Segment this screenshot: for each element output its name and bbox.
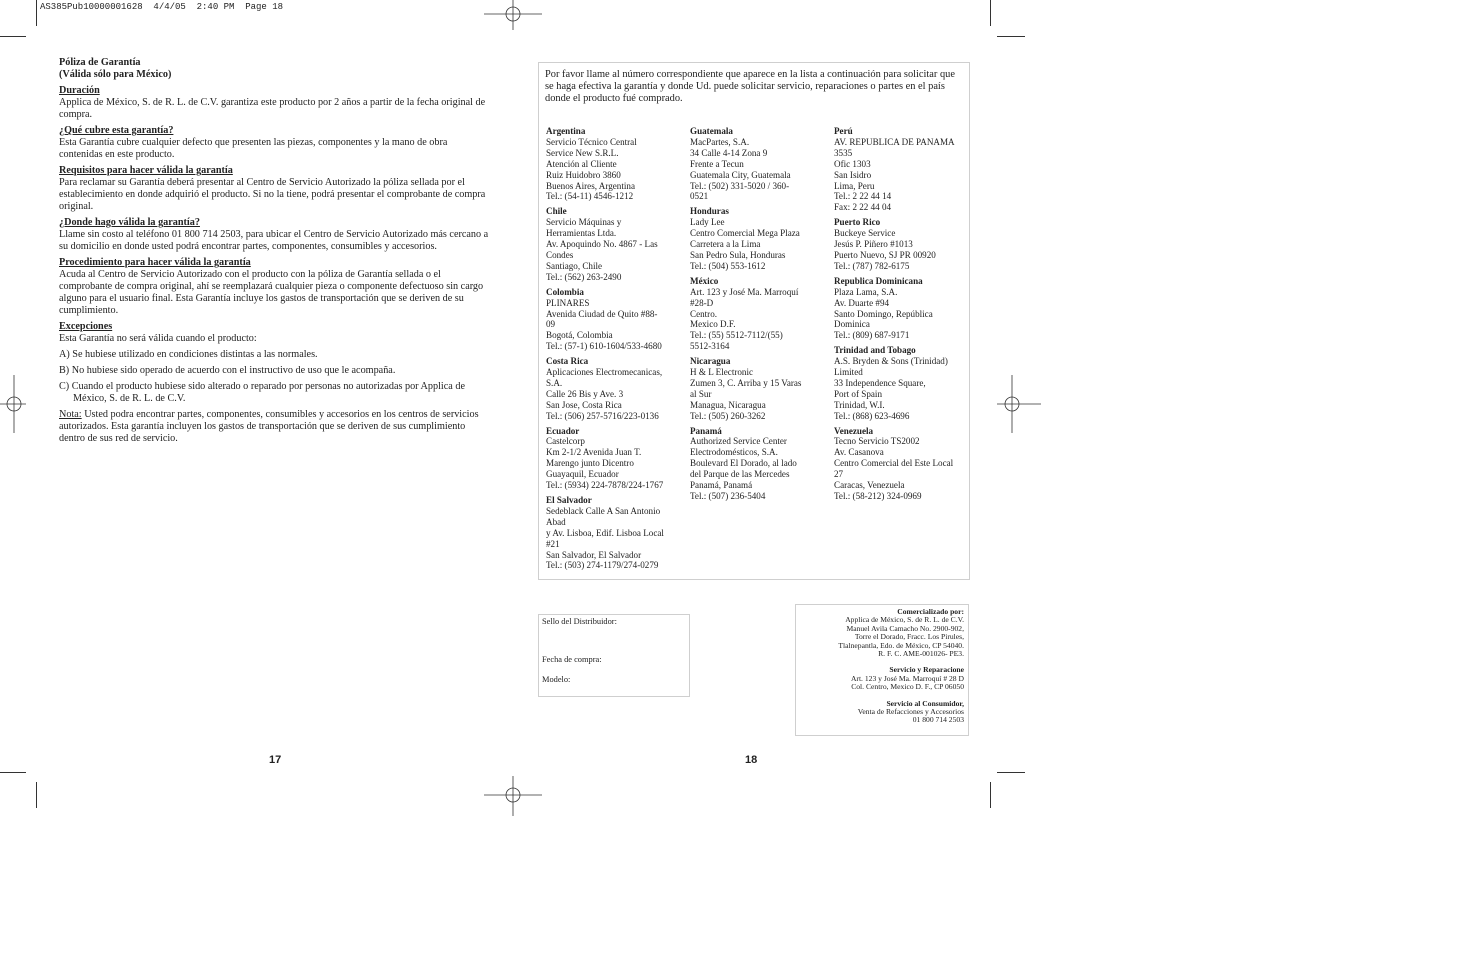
registration-mark-icon	[983, 375, 1041, 433]
crop-mark	[0, 36, 26, 37]
address-line: Marengo junto Dicentro	[546, 458, 634, 469]
address-line: Electrodomésticos, S.A.	[690, 447, 778, 458]
service-center-entry	[546, 356, 682, 421]
seal-label: Sello del Distribuidor:	[542, 617, 617, 626]
warranty-policy	[59, 57, 491, 445]
registration-mark-icon	[0, 375, 58, 433]
address-line: Tel.: (562) 263-2490	[546, 271, 622, 282]
section-heading: ¿Donde hago válida la garantía?	[59, 217, 200, 228]
country-name: Nicaragua	[690, 356, 731, 367]
address-line: A.S. Bryden & Sons (Trinidad)	[834, 356, 948, 367]
address-line: Centro.	[690, 308, 718, 319]
distributor-line: Applica de México, S. de R. L. de C.V.	[845, 615, 964, 625]
note-text: Usted podra encontrar partes, componentes, consumibles y accesorios en los centros de servicios autorizados. Esta garantía incluyen los gastos de transportación que se deriven de sus cumplimiento dentro de sus red de servicio.	[59, 409, 479, 444]
section-text: Applica de México, S. de R. L. de C.V. garantiza este producto por 2 años a partir de la fecha original de compra.	[59, 97, 486, 120]
address-line: Dominica	[834, 319, 870, 330]
address-line: Av. Duarte #94	[834, 297, 890, 308]
address-line: Av. Apoquindo No. 4867 - Las	[546, 239, 658, 250]
address-line: Frente a Tecun	[690, 158, 744, 169]
warranty-title: Póliza de Garantía	[59, 57, 141, 68]
service-center-entry	[834, 126, 970, 213]
distributor-block-title: Comercializado por:	[897, 607, 964, 616]
address-line: Santiago, Chile	[546, 260, 603, 271]
distributor-block	[796, 608, 964, 658]
address-line: Tel.: (502) 331-5020 / 360-	[690, 180, 790, 191]
crop-mark	[36, 782, 37, 808]
section-text: Esta Garantía cubre cualquier defecto que presenten las piezas, componentes y la mano de obra contenidas en este producto.	[59, 137, 448, 160]
service-column	[546, 126, 682, 575]
address-line: Tecno Servicio TS2002	[834, 436, 920, 447]
address-line: Ofic 1303	[834, 158, 871, 169]
purchase-date-label: Fecha de compra:	[542, 655, 602, 664]
distributor-line: R. F. C. AME-001026- PE3.	[878, 649, 964, 659]
address-line: Tel.: (868) 623-4696	[834, 410, 910, 421]
address-line: Av. Casanova	[834, 447, 884, 458]
address-line: 3535	[834, 147, 853, 158]
distributor-block	[796, 700, 964, 725]
section-heading: Excepciones	[59, 321, 113, 332]
crop-mark	[990, 0, 991, 26]
address-line: AV. REPUBLICA DE PANAMA	[834, 136, 955, 147]
address-line: #28-D	[690, 297, 714, 308]
service-center-entry	[546, 287, 682, 352]
address-line: Servicio Máquinas y	[546, 217, 622, 228]
service-center-entry	[690, 276, 826, 352]
address-line: Tel.: (503) 274-1179/274-0279	[546, 560, 659, 571]
address-line: San Salvador, El Salvador	[546, 549, 642, 560]
address-line: Mexico D.F.	[690, 319, 736, 330]
address-line: Avenida Ciudad de Quito #88-	[546, 308, 658, 319]
service-center-entry	[546, 206, 682, 282]
country-name: Trinidad and Tobago	[834, 345, 916, 356]
address-line: Buckeye Service	[834, 228, 896, 239]
address-line: Servicio Técnico Central	[546, 136, 637, 147]
address-line: Plaza Lama, S.A.	[834, 286, 898, 297]
exception-item: C) Cuando el producto hubiese sido alterado o reparado por personas no autorizadas por Applica de México, S. de R. L. de C.V.	[59, 381, 465, 404]
country-name: Panamá	[690, 425, 722, 436]
address-line: Trinidad, W.I.	[834, 399, 885, 410]
service-center-entry	[690, 356, 826, 421]
address-line: Santo Domingo, República	[834, 308, 933, 319]
country-name: Guatemala	[690, 126, 733, 136]
crop-mark	[990, 782, 991, 808]
address-line: Boulevard El Dorado, al lado	[690, 458, 797, 469]
address-line: Tel.: (787) 782-6175	[834, 260, 910, 271]
address-line: Managua, Nicaragua	[690, 399, 766, 410]
address-line: Tel.: (507) 236-5404	[690, 491, 766, 501]
country-name: Ecuador	[546, 425, 580, 436]
service-center-entry	[546, 495, 682, 571]
note-label: Nota:	[59, 409, 82, 420]
address-line: Aplicaciones Electromecanicas,	[546, 367, 663, 378]
service-center-entry	[834, 276, 970, 341]
address-line: Puerto Nuevo, SJ PR 00920	[834, 249, 936, 260]
crop-mark	[997, 36, 1025, 37]
address-line: PLINARES	[546, 297, 590, 308]
address-line: Bogotá, Colombia	[546, 330, 613, 341]
distributor-block-title: Servicio y Reparacione	[889, 665, 964, 675]
country-name: Perú	[834, 126, 853, 136]
country-name: Chile	[546, 206, 567, 217]
country-name: Honduras	[690, 206, 729, 217]
exception-item: A) Se hubiese utilizado en condiciones distintas a las normales.	[59, 349, 318, 360]
address-line: Tel.: (809) 687-9171	[834, 330, 910, 341]
distributor-line: Venta de Refacciones y Accesorios	[857, 707, 964, 717]
section-heading: Requisitos para hacer válida la garantía	[59, 165, 233, 176]
distributor-info-box	[795, 604, 969, 736]
address-line: S.A.	[546, 377, 563, 388]
distributor-line: 01 800 714 2503	[912, 715, 964, 725]
service-center-entry	[546, 126, 682, 202]
registration-mark-icon	[484, 0, 542, 58]
section-text: Esta Garantía no será válida cuando el producto:	[59, 333, 257, 344]
address-line: Tel.: (505) 260-3262	[690, 410, 766, 421]
address-line: Tel.: (54-11) 4546-1212	[546, 191, 634, 202]
address-line: Lima, Peru	[834, 180, 875, 191]
service-intro: Por favor llame al número correspondiente que aparece en la lista a continuación para solicitar que se haga efectiva la garantía y donde Ud. puede solicitar servicio, reparaciones o partes en el país donde el producto fué comprado.	[545, 69, 955, 104]
address-line: Buenos Aires, Argentina	[546, 180, 635, 191]
service-center-entry	[690, 126, 826, 202]
country-name: Venezuela	[834, 425, 874, 436]
address-line: Castelcorp	[546, 436, 585, 447]
service-centers-box	[538, 62, 970, 580]
address-line: San Pedro Sula, Honduras	[690, 249, 786, 260]
address-line: Caracas, Venezuela	[834, 480, 905, 491]
distributor-line: Art. 123 y José Ma. Marroquí # 28 D	[850, 673, 964, 683]
distributor-stamp-box	[538, 614, 690, 697]
address-line: Atención al Cliente	[546, 158, 617, 169]
section-text: Llame sin costo al teléfono 01 800 714 2503, para ubicar el Centro de Servicio Autorizado más cercano a su domicilio en donde usted podrá encontrar partes, componentes, consumibles y accesorios.	[59, 229, 489, 252]
warranty-subtitle: (Válida sólo para México)	[59, 69, 172, 80]
address-line: 34 Calle 4-14 Zona 9	[690, 147, 768, 158]
section-text: Para reclamar su Garantía deberá presentar al Centro de Servicio Autorizado la póliza sellada por el establecimiento en donde adquirió el producto. Si no la tiene, podrá presentar el comprobante de compra original.	[59, 177, 486, 212]
section-heading: Duración	[59, 85, 100, 96]
country-name: Argentina	[546, 126, 586, 136]
registration-mark-icon	[484, 766, 542, 824]
country-name: Colombia	[546, 286, 584, 297]
address-line: Fax: 2 22 44 04	[834, 202, 892, 213]
country-name: El Salvador	[546, 495, 592, 505]
model-label: Modelo:	[542, 675, 571, 684]
address-line: Guatemala City, Guatemala	[690, 169, 791, 180]
address-line: Tel.: (506) 257-5716/223-0136	[546, 410, 659, 421]
address-line: 27	[834, 469, 844, 480]
distributor-block-title: Servicio al Consumidor,	[886, 698, 964, 708]
service-center-entry	[834, 217, 970, 272]
address-line: Calle 26 Bis y Ave. 3	[546, 388, 624, 399]
address-line: Authorized Service Center	[690, 436, 787, 447]
address-line: 33 Independence Square,	[834, 377, 926, 388]
address-line: Lady Lee	[690, 217, 725, 228]
exception-item: B) No hubiese sido operado de acuerdo con el instructivo de uso que le acompaña.	[59, 365, 396, 376]
address-line: Tel.: (58-212) 324-0969	[834, 491, 922, 501]
distributor-line: Torre el Dorado, Fracc. Los Pirules,	[854, 632, 964, 642]
address-line: al Sur	[690, 388, 712, 399]
service-center-entry	[834, 345, 970, 421]
section-heading: ¿Qué cubre esta garantía?	[59, 125, 174, 136]
country-name: Costa Rica	[546, 356, 589, 367]
address-line: Tel.: (504) 553-1612	[690, 260, 766, 271]
page-number-right: 18	[745, 754, 758, 766]
address-line: Limited	[834, 367, 863, 378]
address-line: Service New S.R.L.	[546, 147, 619, 158]
distributor-line: Tlalnepantla, Edo. de México, CP 54040.	[838, 640, 964, 650]
service-center-entry	[834, 426, 970, 502]
address-line: Tel.: (55) 5512-7112/(55)	[690, 330, 783, 341]
address-line: #21	[546, 538, 560, 549]
address-line: Ruiz Huidobro 3860	[546, 169, 621, 180]
crop-mark	[0, 772, 26, 773]
address-line: MacPartes, S.A.	[690, 136, 750, 147]
page-number-left: 17	[269, 754, 282, 766]
address-line: Sedeblack Calle A San Antonio	[546, 505, 661, 516]
distributor-line: Manuel Avila Camacho No. 2900-902,	[846, 623, 964, 633]
service-center-entry	[690, 206, 826, 271]
address-line: Jesús P. Piñero #1013	[834, 239, 913, 250]
address-line: Panamá, Panamá	[690, 480, 753, 491]
address-line: Tel.: 2 22 44 14	[834, 191, 892, 202]
address-line: Km 2-1/2 Avenida Juan T.	[546, 447, 642, 458]
address-line: Carretera a la Lima	[690, 239, 761, 250]
country-name: México	[690, 275, 719, 286]
address-line: Port of Spain	[834, 388, 882, 399]
address-line: 09	[546, 319, 556, 330]
crop-mark	[997, 772, 1025, 773]
address-line: Guayaquil, Ecuador	[546, 469, 619, 480]
printer-slug: AS385Pub10000001628 4/4/05 2:40 PM Page 18	[40, 2, 284, 12]
address-line: Zumen 3, C. Arriba y 15 Varas	[690, 377, 802, 388]
distributor-block	[796, 666, 964, 691]
address-line: 0521	[690, 191, 709, 202]
address-line: San Jose, Costa Rica	[546, 399, 622, 410]
section-text: Acuda al Centro de Servicio Autorizado con el producto con la póliza de Garantía sellada o el comprobante de compra original, ahí se reemplazará cualquier pieza o componente defectuoso sin cargo alguno para el usuario final. Esta Garantía incluye los gastos de transportación que se deriven de su cumplimiento.	[59, 269, 484, 316]
address-line: Centro Comercial Mega Plaza	[690, 228, 800, 239]
address-line: Abad	[546, 516, 566, 527]
address-line: Tel.: (5934) 224-7878/224-1767	[546, 480, 664, 491]
address-line: Tel.: (57-1) 610-1604/533-4680	[546, 341, 662, 352]
country-name: Republica Dominicana	[834, 275, 923, 286]
address-line: del Parque de las Mercedes	[690, 469, 790, 480]
service-column	[690, 126, 826, 506]
address-line: y Av. Lisboa, Edif. Lisboa Local	[546, 527, 664, 538]
address-line: 5512-3164	[690, 341, 730, 352]
address-line: Herramientas Ltda.	[546, 228, 617, 239]
distributor-line: Col. Centro, Mexico D. F., CP 06050	[851, 682, 964, 692]
address-line: Centro Comercial del Este Local	[834, 458, 954, 469]
crop-mark	[36, 0, 37, 26]
country-name: Puerto Rico	[834, 217, 881, 228]
note	[59, 409, 491, 445]
service-column	[834, 126, 970, 506]
service-center-entry	[690, 426, 826, 502]
address-line: H & L Electronic	[690, 367, 754, 378]
address-line: San Isidro	[834, 169, 872, 180]
address-line: Art. 123 y José Ma. Marroquí	[690, 286, 799, 297]
service-center-entry	[546, 426, 682, 491]
address-line: Condes	[546, 249, 574, 260]
section-heading: Procedimiento para hacer válida la garantía	[59, 257, 251, 268]
